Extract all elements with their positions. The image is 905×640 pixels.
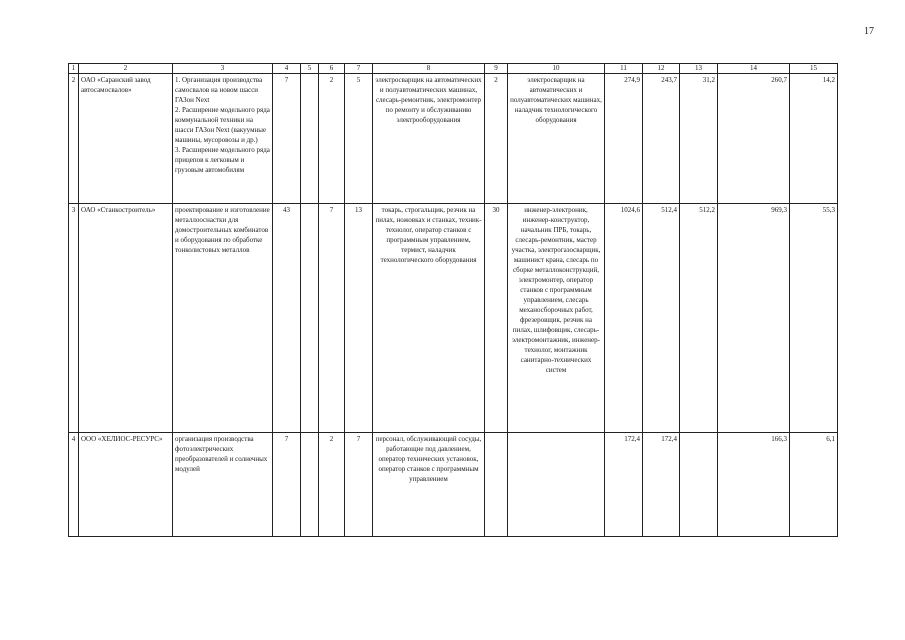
cell-col9: 2	[485, 74, 508, 204]
project-description: организация производства фотоэлектрических преобразователей и солнечных модулей	[173, 433, 273, 537]
cell-col15: 55,3	[790, 204, 838, 433]
cell-col9: 30	[485, 204, 508, 433]
column-header: 10	[508, 64, 605, 74]
cell-col6: 2	[319, 74, 345, 204]
column-header: 12	[643, 64, 680, 74]
cell-col5	[301, 204, 319, 433]
organization-name: ООО «ХЕЛИОС-РЕСУРС»	[79, 433, 173, 537]
column-header: 9	[485, 64, 508, 74]
column-header: 11	[605, 64, 643, 74]
cell-col12: 172,4	[643, 433, 680, 537]
project-description: проектирование и изготовление металлооснастки для домостроительных комбинатов и оборудования по обработке тонколистовых металлов	[173, 204, 273, 433]
cell-col4: 7	[273, 433, 301, 537]
table-row	[69, 74, 838, 204]
column-header: 7	[345, 64, 373, 74]
cell-col15: 6,1	[790, 433, 838, 537]
cell-col14: 260,7	[718, 74, 790, 204]
professions-list-2: электросварщик на автоматических и полуавтоматических машинах, наладчик технологического оборудования	[508, 74, 605, 204]
column-header: 13	[680, 64, 718, 74]
cell-col12: 512,4	[643, 204, 680, 433]
cell-col5	[301, 74, 319, 204]
page-number: 17	[864, 26, 874, 37]
cell-col4: 43	[273, 204, 301, 433]
column-header: 14	[718, 64, 790, 74]
organization-name: ОАО «Саранский завод автосамосвалов»	[79, 74, 173, 204]
header-row	[69, 64, 838, 74]
cell-col6: 2	[319, 433, 345, 537]
column-header: 6	[319, 64, 345, 74]
cell-col4: 7	[273, 74, 301, 204]
professions-list-2	[508, 433, 605, 537]
cell-col12: 243,7	[643, 74, 680, 204]
cell-col15: 14,2	[790, 74, 838, 204]
cell-col11: 1024,6	[605, 204, 643, 433]
row-number: 3	[69, 204, 79, 433]
row-number: 4	[69, 433, 79, 537]
cell-col14: 166,3	[718, 433, 790, 537]
cell-col9	[485, 433, 508, 537]
column-header: 15	[790, 64, 838, 74]
professions-list: электросварщик на автоматических и полуавтоматических машинах, слесарь-ремонтник, электромонтер по ремонту и обслуживанию электрооборудования	[373, 74, 485, 204]
row-number: 2	[69, 74, 79, 204]
cell-col13: 31,2	[680, 74, 718, 204]
professions-list: персонал, обслуживающий сосуды, работающие под давлением, оператор технических установок, оператор станков с программным управлением	[373, 433, 485, 537]
cell-col7: 13	[345, 204, 373, 433]
column-header: 1	[69, 64, 79, 74]
cell-col7: 5	[345, 74, 373, 204]
cell-col11: 172,4	[605, 433, 643, 537]
cell-col5	[301, 433, 319, 537]
cell-col13	[680, 433, 718, 537]
project-description: 1. Организация производства самосвалов на новом шасси ГАЗон Next 2. Расширение модельного ряда коммунальной техники на шасси ГАЗон Next (вакуумные машины, мусоровозы и др.) 3. Расширение модельного ряда прицепов к легковым и грузовым автомобилям	[173, 74, 273, 204]
cell-col7: 7	[345, 433, 373, 537]
organization-name: ОАО «Станкостроитель»	[79, 204, 173, 433]
professions-list: токарь, строгальщик, резчик на пилах, ножовках и станках, техник-технолог, оператор станков с программным управлением, термист, наладчик технологического оборудования	[373, 204, 485, 433]
column-header: 5	[301, 64, 319, 74]
column-header: 2	[79, 64, 173, 74]
cell-col13: 512,2	[680, 204, 718, 433]
table-row	[69, 204, 838, 433]
professions-list-2: инженер-электроник, инженер-конструктор, начальник ПРБ, токарь, слесарь-ремонтник, мастер участка, электрогазосварщик, машинист крана, слесарь по сборке металлоконструкций, электромонтер, оператор станков с программным управлением, слесарь механосборочных работ, фрезеровщик, резчик на пилах, шлифовщик, слесарь-электромонтажник, инженер-технолог, монтажник санитарно-технических систем	[508, 204, 605, 433]
cell-col14: 969,3	[718, 204, 790, 433]
column-header: 8	[373, 64, 485, 74]
cell-col11: 274,9	[605, 74, 643, 204]
cell-col6: 7	[319, 204, 345, 433]
table-row	[69, 433, 838, 537]
column-header: 3	[173, 64, 273, 74]
column-header: 4	[273, 64, 301, 74]
data-table	[68, 63, 838, 537]
